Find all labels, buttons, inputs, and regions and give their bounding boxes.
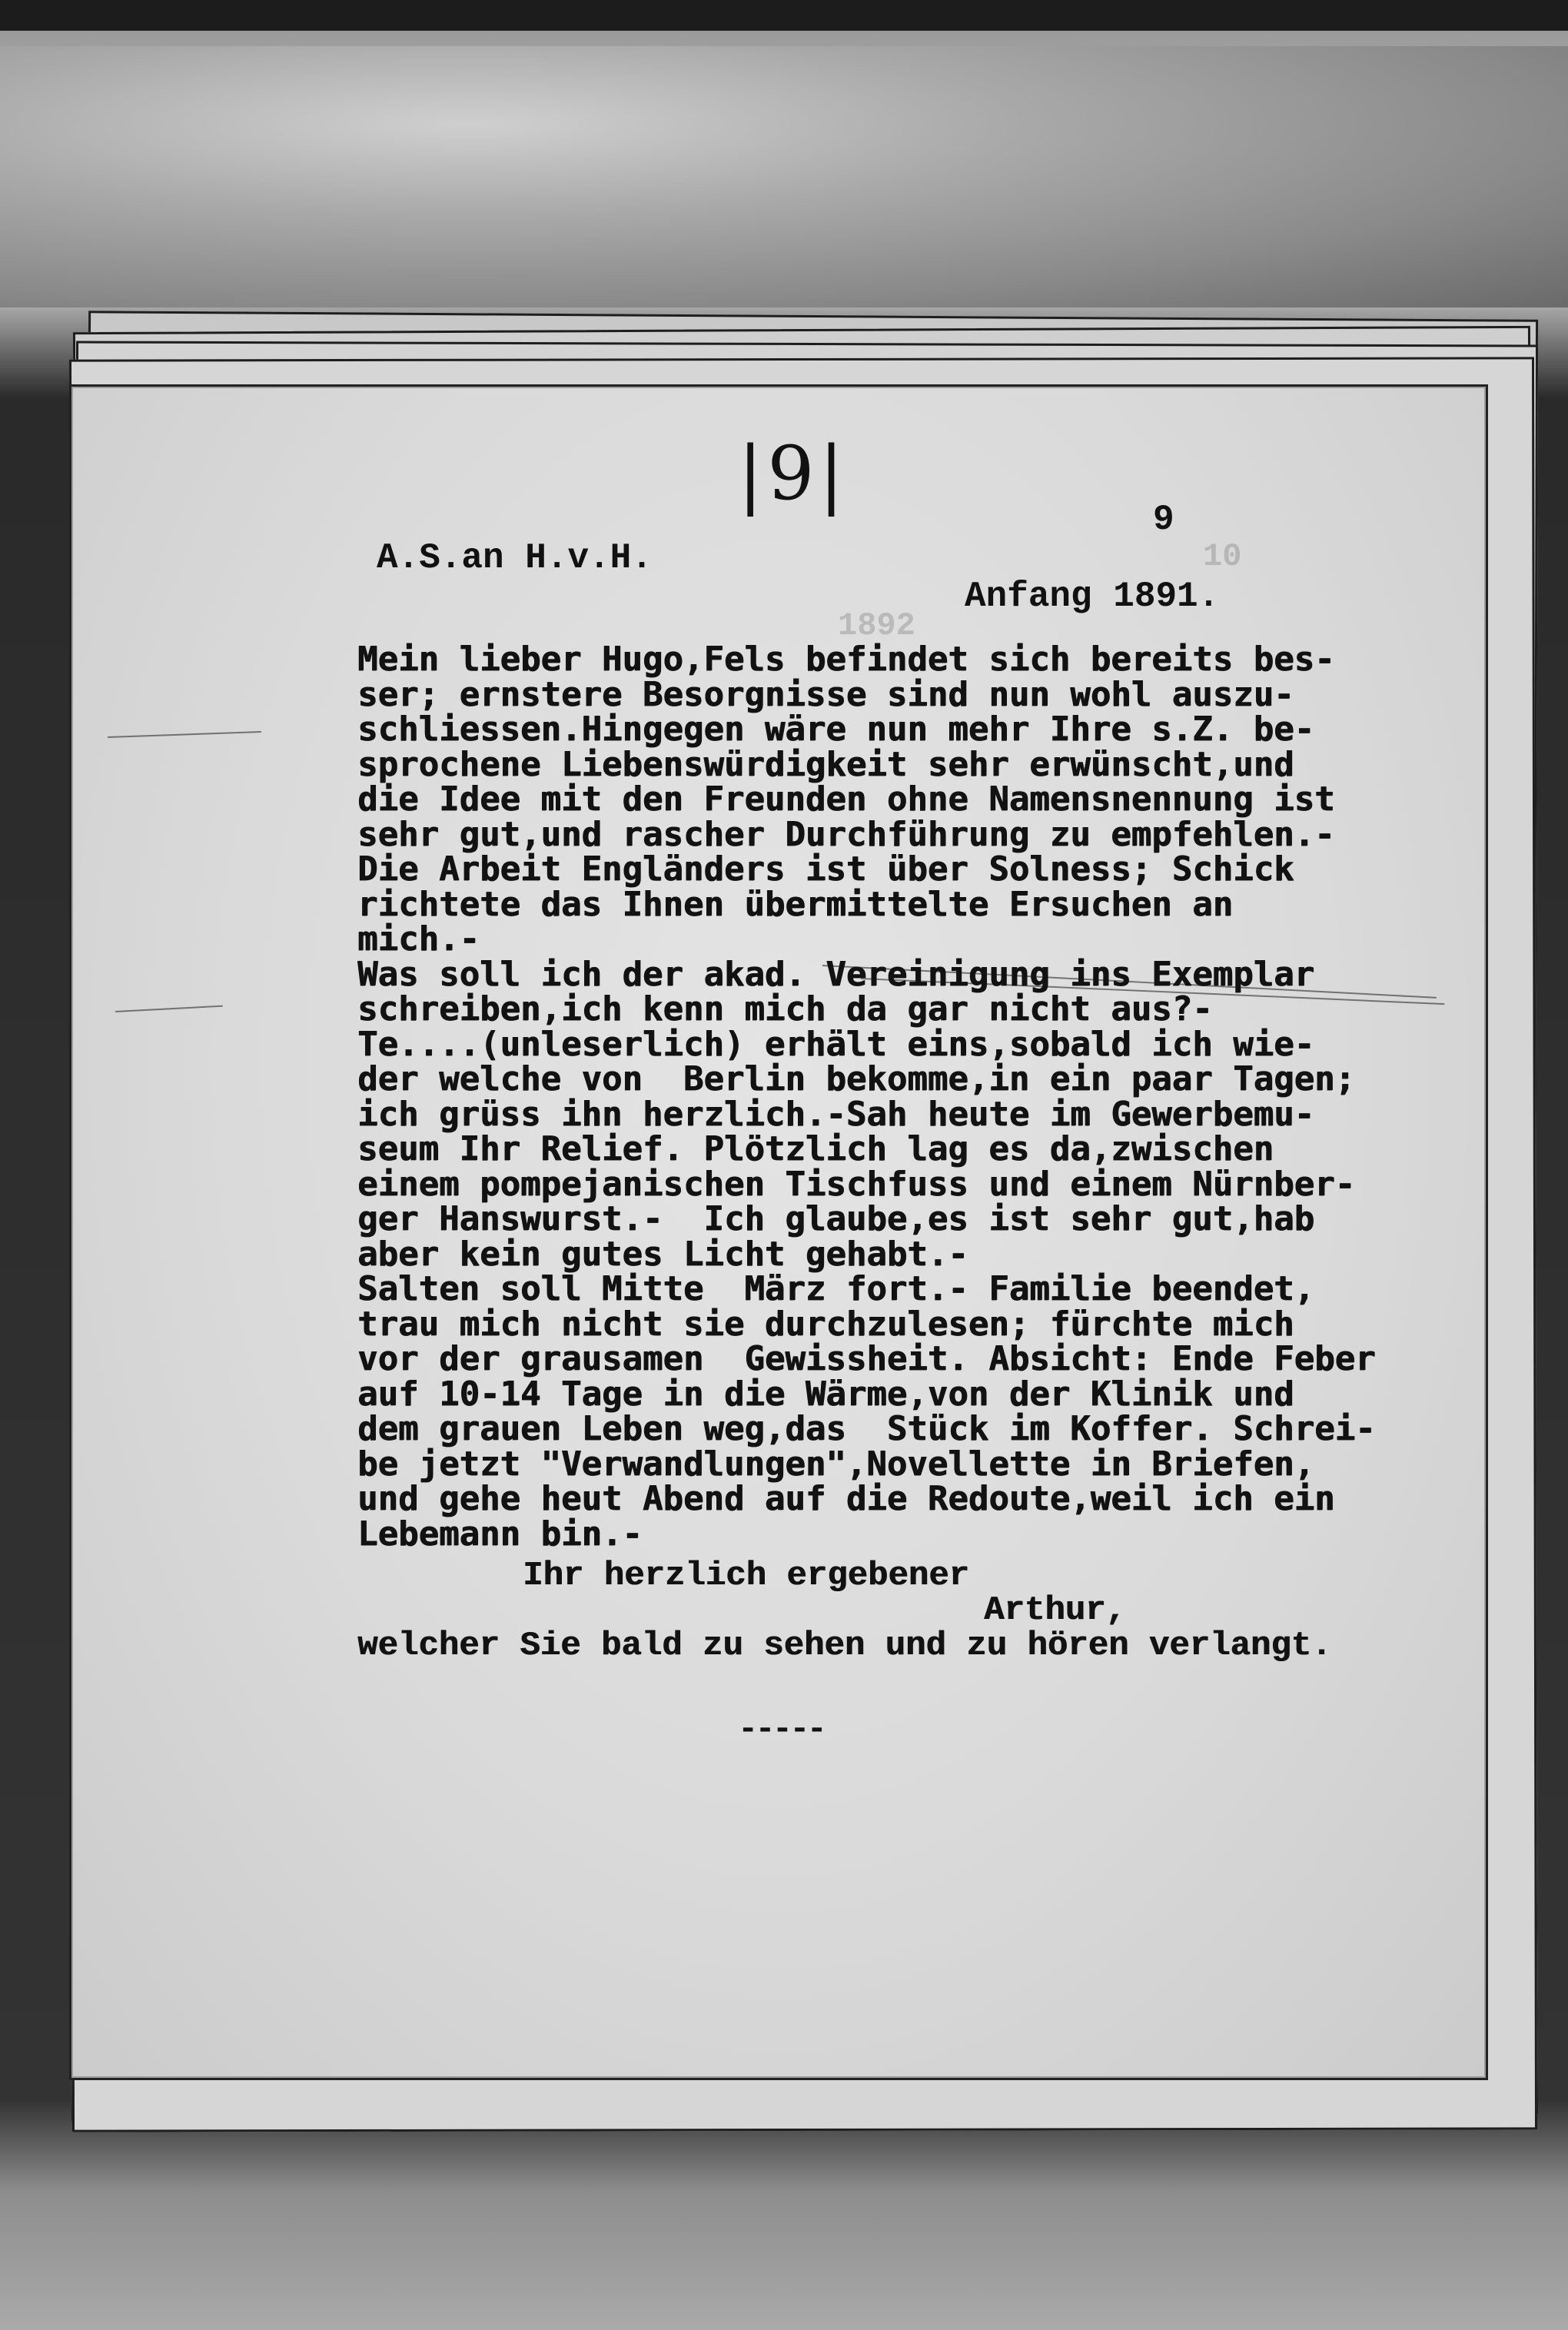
letter-line: ger Hanswurst.- Ich glaube,es ist sehr gut,hab — [357, 1199, 1315, 1238]
letter-sender-recipient: A.S.an H.v.H. — [377, 538, 653, 578]
letter-line: auf 10-14 Tage in die Wärme,von der Klinik und — [357, 1374, 1294, 1414]
letter-line: ser; ernstere Besorgnisse sind nun wohl auszu- — [357, 674, 1294, 714]
bleed-through-page-number: 10 — [1203, 538, 1242, 575]
letter-line: vor der grausamen Gewissheit. Absicht: Ende Feber — [357, 1339, 1376, 1378]
letter-line: ich grüss ihn herzlich.-Sah heute im Gewerbemu- — [357, 1094, 1315, 1134]
letter-line: seum Ihr Relief. Plötzlich lag es da,zwischen — [357, 1129, 1274, 1168]
letter-line: und gehe heut Abend auf die Redoute,weil ich ein — [357, 1479, 1335, 1518]
letter-line: Lebemann bin.- — [357, 1514, 643, 1554]
letter-line: Mein lieber Hugo,Fels befindet sich bereits bes- — [357, 640, 1335, 679]
letter-line: dem grauen Leben weg,das Stück im Koffer. Schrei- — [357, 1409, 1376, 1448]
letter-line: aber kein gutes Licht gehabt.- — [357, 1234, 968, 1274]
letter-line: richtete das Ihnen übermittelte Ersuchen an — [357, 884, 1234, 924]
letter-line: schreiben,ich kenn mich da gar nicht aus?- — [357, 989, 1213, 1029]
letter-line: schliessen.Hingegen wäre nun mehr Ihre s.Z. be- — [357, 710, 1315, 749]
end-rule: ----- — [738, 1710, 825, 1749]
letter-line: trau mich nicht sie durchzulesen; fürchte mich — [357, 1304, 1294, 1344]
bleed-through-year: 1892 — [838, 607, 915, 644]
letter-line: Was soll ich der akad. Vereinigung ins Exemplar — [357, 954, 1315, 994]
letter-line: Salten soll Mitte März fort.- Familie beendet, — [357, 1269, 1315, 1308]
letter-line: sprochene Liebenswürdigkeit sehr erwünscht,und — [357, 744, 1294, 784]
letter-line: mich.- — [357, 919, 480, 959]
letter-signature: Arthur, — [984, 1591, 1126, 1630]
letter-date: Anfang 1891. — [965, 577, 1220, 617]
letter-line: die Idee mit den Freunden ohne Namensnennung ist — [357, 779, 1335, 819]
letter-line: der welche von Berlin bekomme,in ein paar Tagen; — [357, 1059, 1356, 1099]
letter-line: sehr gut,und rascher Durchführung zu empfehlen.- — [357, 814, 1335, 854]
letter-postscript: welcher Sie bald zu sehen und zu hören verlangt. — [357, 1627, 1332, 1665]
letter-line: Te....(unleserlich) erhält eins,sobald ich wie- — [357, 1024, 1315, 1064]
letter-line: einem pompejanischen Tischfuss und einem Nürnber- — [357, 1164, 1356, 1204]
handwritten-folio-number: |9| — [738, 430, 849, 517]
folded-cover-paper — [0, 46, 1568, 307]
letter-line: be jetzt "Verwandlungen",Novellette in Briefen, — [357, 1444, 1315, 1484]
letter-body — [357, 640, 1449, 1554]
letter-line: Die Arbeit Engländers ist über Solness; Schick — [357, 849, 1294, 889]
letter-closing: Ihr herzlich ergebener — [523, 1557, 969, 1595]
page-number: 9 — [1153, 500, 1174, 540]
